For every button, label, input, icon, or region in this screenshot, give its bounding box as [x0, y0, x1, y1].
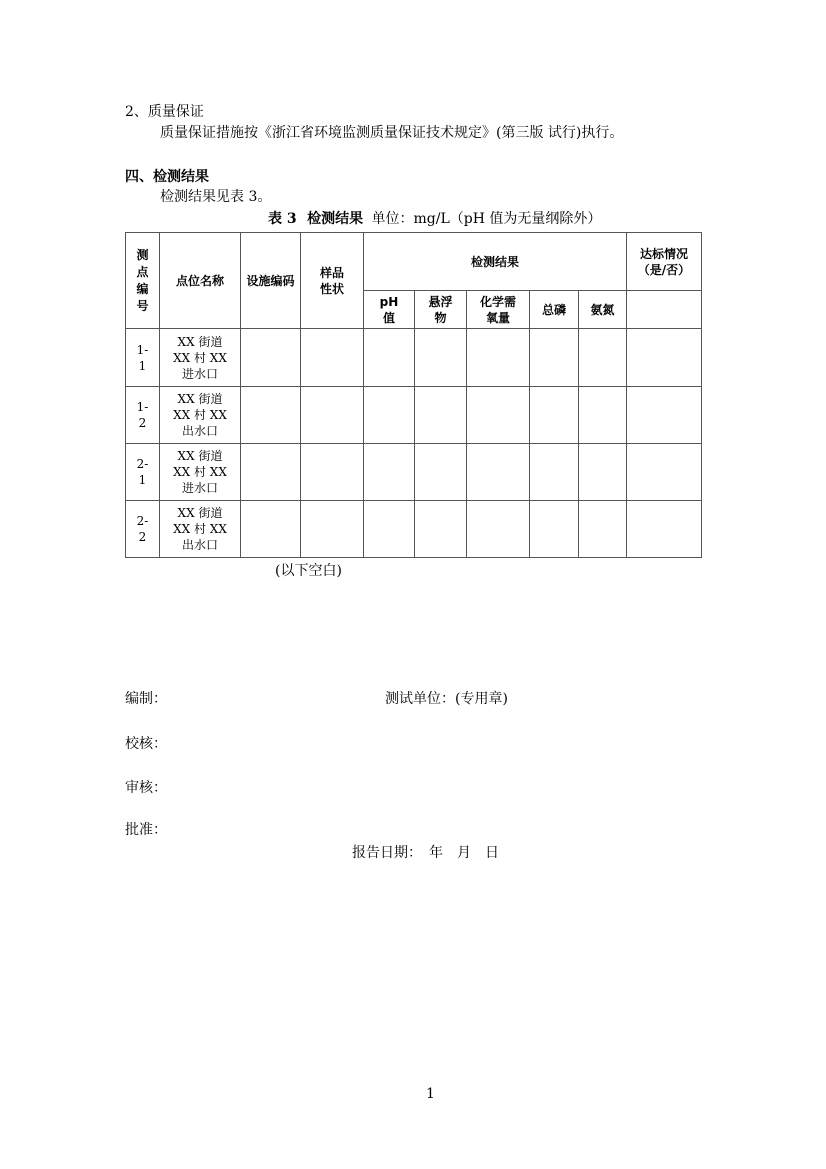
row-tp: [530, 444, 579, 501]
row-compliance: [627, 329, 702, 387]
table-caption: [268, 210, 601, 228]
checked-label: 校核：: [125, 736, 167, 752]
table-caption-unit: 单位：mg/L（pH 值为无量纲除外）: [371, 211, 602, 227]
row-facility-code: [241, 444, 301, 501]
row-point-name: XX 街道 XX 村 XX 进水口: [160, 329, 241, 387]
reviewed-label: 审核：: [125, 780, 167, 796]
row-cod: [467, 329, 530, 387]
row-sample-state: [301, 329, 364, 387]
row-nh3n: [579, 329, 627, 387]
row-facility-code: [241, 329, 301, 387]
row-facility-code: [241, 387, 301, 444]
row-point-id: 2-1: [126, 444, 160, 501]
row-tp: [530, 329, 579, 387]
blank-note: (以下空白): [275, 563, 342, 579]
row-point-name: XX 街道 XX 村 XX 进水口: [160, 444, 241, 501]
row-tp: [530, 501, 579, 558]
section-4-heading: 四、检测结果: [125, 169, 209, 185]
row-point-id: 2-2: [126, 501, 160, 558]
row-ss: [415, 444, 467, 501]
row-cod: [467, 387, 530, 444]
compiled-label: 编制：: [125, 691, 167, 707]
header-tp: 总磷: [530, 291, 579, 329]
row-point-name: XX 街道 XX 村 XX 出水口: [160, 387, 241, 444]
header-facility-code: 设施编码: [241, 233, 301, 329]
row-tp: [530, 387, 579, 444]
test-unit-label: 测试单位：(专用章): [385, 691, 508, 707]
header-sample-state: 样品性状: [301, 233, 364, 329]
row-ph: [364, 501, 415, 558]
header-ph: pH 值: [364, 291, 415, 329]
row-compliance: [627, 501, 702, 558]
row-compliance: [627, 444, 702, 501]
row-ss: [415, 501, 467, 558]
row-ph: [364, 387, 415, 444]
row-nh3n: [579, 444, 627, 501]
table-row: [126, 329, 702, 387]
row-point-name: XX 街道 XX 村 XX 出水口: [160, 501, 241, 558]
section-2-heading: 2、质量保证: [125, 104, 204, 120]
row-sample-state: [301, 501, 364, 558]
row-ss: [415, 329, 467, 387]
table-row: [126, 444, 702, 501]
row-ph: [364, 444, 415, 501]
header-ss: 悬浮物: [415, 291, 467, 329]
table-row: [126, 501, 702, 558]
row-cod: [467, 444, 530, 501]
row-nh3n: [579, 501, 627, 558]
header-point-id: 测点编号: [126, 233, 160, 329]
header-compliance: 达标情况（是/否）: [627, 233, 702, 291]
table-row: [126, 387, 702, 444]
row-ss: [415, 387, 467, 444]
header-cod: 化学需氧量: [467, 291, 530, 329]
row-compliance: [627, 387, 702, 444]
results-table: [125, 232, 702, 558]
header-compliance-blank: [627, 291, 702, 329]
table-caption-label: 表 3: [268, 211, 297, 227]
header-nh3n: 氨氮: [579, 291, 627, 329]
section-4-body: 检测结果见表 3。: [160, 189, 272, 205]
row-nh3n: [579, 387, 627, 444]
header-point-name: 点位名称: [160, 233, 241, 329]
section-2-body: 质量保证措施按《浙江省环境监测质量保证技术规定》(第三版 试行)执行。: [160, 125, 624, 141]
row-point-id: 1-1: [126, 329, 160, 387]
row-sample-state: [301, 387, 364, 444]
row-cod: [467, 501, 530, 558]
report-date-label: 报告日期： 年 月 日: [352, 845, 499, 861]
row-ph: [364, 329, 415, 387]
approved-label: 批准：: [125, 822, 167, 838]
row-point-id: 1-2: [126, 387, 160, 444]
row-facility-code: [241, 501, 301, 558]
row-sample-state: [301, 444, 364, 501]
table-caption-title: 检测结果: [307, 211, 364, 227]
header-results: 检测结果: [364, 233, 627, 291]
page-number: 1: [426, 1086, 435, 1102]
